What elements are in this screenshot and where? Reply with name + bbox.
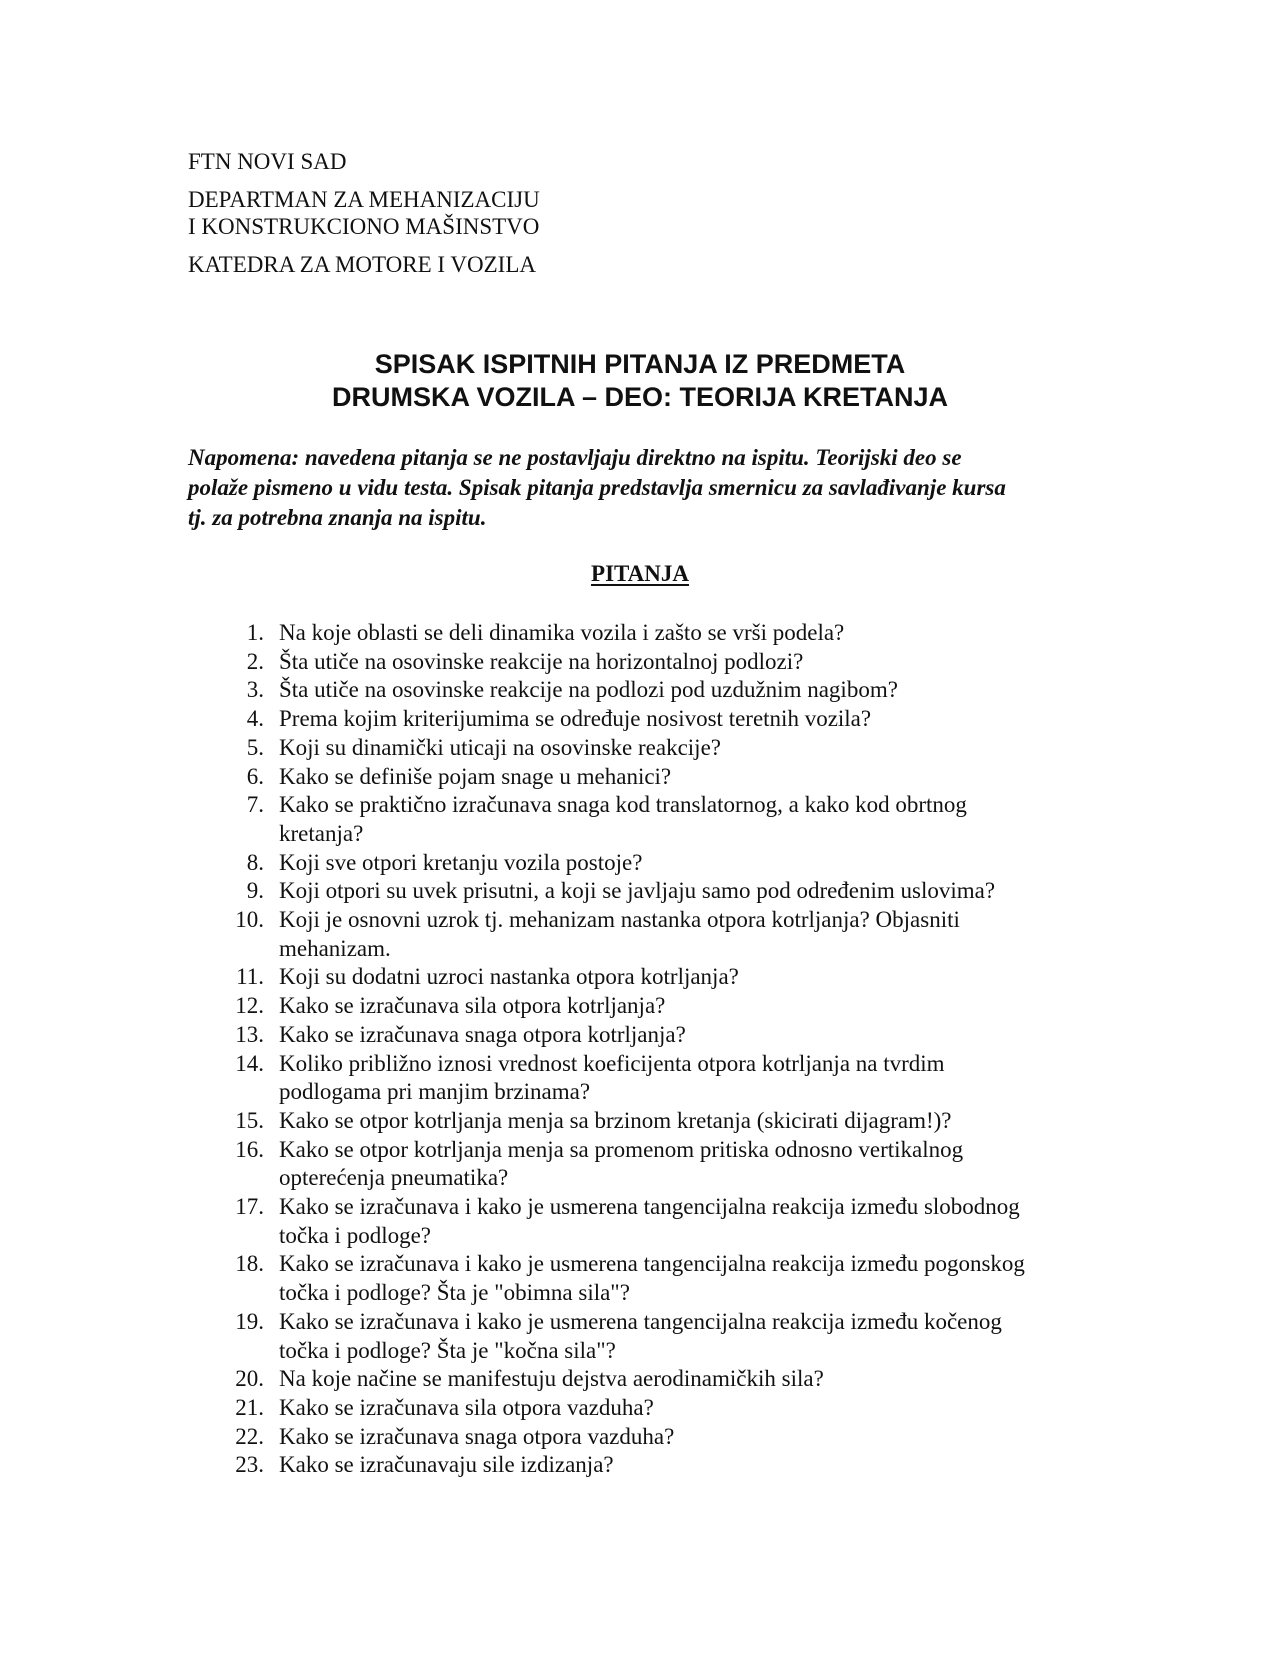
question-text-line: točka i podloge? <box>279 1222 432 1248</box>
question-number: 21. <box>235 1394 264 1420</box>
question-number: 13. <box>235 1021 264 1047</box>
department-name-line2: I KONSTRUKCIONO MAŠINSTVO <box>188 214 540 239</box>
question-number: 16. <box>235 1136 264 1162</box>
question-text <box>264 1423 1096 1452</box>
question-number-cell <box>216 1394 264 1423</box>
question-item <box>216 763 1096 792</box>
note-line1: Napomena: navedena pitanja se ne postavljaju direktno na ispitu. Teorijski deo se <box>188 445 962 470</box>
exam-note <box>188 443 1088 533</box>
note-line2: polaže pismeno u vidu testa. Spisak pitanja predstavlja smernicu za savlađivanje kursa <box>188 475 1006 500</box>
question-number-cell <box>216 648 264 677</box>
question-text-line: Kako se praktično izračunava snaga kod translatornog, a kako kod obrtnog <box>279 792 967 818</box>
question-text <box>264 676 1096 705</box>
question-item <box>216 734 1096 763</box>
question-number-cell <box>216 705 264 734</box>
question-text-line: točka i podloge? Šta je "obimna sila"? <box>279 1280 630 1306</box>
question-text-line: Prema kojim kriterijumima se određuje nosivost teretnih vozila? <box>279 706 872 732</box>
question-number-cell <box>216 877 264 906</box>
question-text-line: Šta utiče na osovinske reakcije na podlozi pod uzdužnim nagibom? <box>279 677 898 703</box>
question-text-line: Kako se otpor kotrljanja menja sa promenom pritiska odnosno vertikalnog <box>279 1136 964 1162</box>
question-text-line: Kako se izračunava i kako je usmerena tangencijalna reakcija između slobodnog <box>279 1194 1020 1220</box>
question-text-line: Kako se izračunava i kako je usmerena tangencijalna reakcija između kočenog <box>279 1308 1002 1334</box>
question-text-line: Kako se izračunava sila otpora kotrljanja? <box>279 993 666 1019</box>
question-number: 12. <box>235 993 264 1019</box>
question-item <box>216 1451 1096 1480</box>
question-text <box>264 705 1096 734</box>
question-item <box>216 1394 1096 1423</box>
question-number-cell <box>216 734 264 763</box>
question-number: 6. <box>246 763 264 789</box>
question-text-line: podlogama pri manjim brzinama? <box>279 1079 591 1105</box>
question-number-cell <box>216 1107 264 1136</box>
question-text <box>264 791 1096 848</box>
question-item <box>216 906 1096 963</box>
question-number: 3. <box>246 677 264 703</box>
question-number-cell <box>216 992 264 1021</box>
chair-name: KATEDRA ZA MOTORE I VOZILA <box>188 252 536 277</box>
question-item <box>216 1021 1096 1050</box>
question-text <box>264 648 1096 677</box>
question-text-line: Koji su dinamički uticaji na osovinske reakcije? <box>279 734 721 760</box>
title-line1: SPISAK ISPITNIH PITANJA IZ PREDMETA <box>374 349 906 379</box>
question-text-line: Šta utiče na osovinske reakcije na horizontalnoj podlozi? <box>279 648 804 674</box>
question-item <box>216 963 1096 992</box>
question-item <box>216 1136 1096 1193</box>
title-line2: DRUMSKA VOZILA – DEO: TEORIJA KRETANJA <box>331 382 949 412</box>
question-text <box>264 963 1096 992</box>
question-number: 14. <box>235 1050 264 1076</box>
question-text <box>264 1365 1096 1394</box>
question-text-line: Na koje oblasti se deli dinamika vozila i zašto se vrši podela? <box>279 620 845 645</box>
question-text-line: Na koje načine se manifestuju dejstva aerodinamičkih sila? <box>279 1366 824 1392</box>
question-number-cell <box>216 1021 264 1050</box>
question-number: 11. <box>236 964 264 990</box>
question-item <box>216 676 1096 705</box>
question-item <box>216 1107 1096 1136</box>
question-number: 5. <box>246 734 264 760</box>
department-name-line1: DEPARTMAN ZA MEHANIZACIJU <box>188 187 540 212</box>
question-text <box>264 1107 1096 1136</box>
question-item <box>216 1308 1096 1365</box>
question-number: 23. <box>235 1452 264 1478</box>
question-number: 8. <box>246 849 264 875</box>
question-text-line: Kako se otpor kotrljanja menja sa brzinom kretanja (skicirati dijagram!)? <box>279 1107 952 1133</box>
question-number: 7. <box>246 792 264 818</box>
question-item <box>216 1423 1096 1452</box>
institution-header <box>188 148 888 289</box>
question-text-line: Kako se izračunava snaga otpora kotrljanja? <box>279 1021 686 1047</box>
question-text <box>264 1250 1096 1307</box>
question-text <box>264 1193 1096 1250</box>
question-item <box>216 648 1096 677</box>
question-text-line: Koji otpori su uvek prisutni, a koji se javljaju samo pod određenim uslovima? <box>279 878 996 904</box>
question-item <box>216 849 1096 878</box>
question-item <box>216 1365 1096 1394</box>
question-number: 9. <box>246 878 264 904</box>
question-text-line: točka i podloge? Šta je "kočna sila"? <box>279 1337 616 1363</box>
question-text <box>264 763 1096 792</box>
question-number-cell <box>216 963 264 992</box>
question-number: 22. <box>235 1423 264 1449</box>
question-text-line: Koji su dodatni uzroci nastanka otpora kotrljanja? <box>279 964 739 990</box>
question-item <box>216 705 1096 734</box>
question-text-line: mehanizam. <box>279 935 391 961</box>
question-text-line: Koliko približno iznosi vrednost koeficijenta otpora kotrljanja na tvrdim <box>279 1050 945 1076</box>
question-number-cell <box>216 1308 264 1337</box>
question-item <box>216 1250 1096 1307</box>
question-number: 2. <box>246 648 264 674</box>
question-text-line: Kako se definiše pojam snage u mehanici? <box>279 763 672 789</box>
question-number-cell <box>216 849 264 878</box>
question-item <box>216 877 1096 906</box>
question-number-cell <box>216 619 264 648</box>
question-item <box>216 1193 1096 1250</box>
question-number-cell <box>216 1451 264 1480</box>
section-heading <box>0 560 1280 588</box>
question-number-cell <box>216 1423 264 1452</box>
document-title <box>0 348 1280 414</box>
question-number-cell <box>216 1050 264 1079</box>
question-item <box>216 1050 1096 1107</box>
question-text-line: opterećenja pneumatika? <box>279 1165 509 1191</box>
question-text <box>264 1021 1096 1050</box>
question-text <box>264 1050 1096 1107</box>
question-text <box>264 906 1096 963</box>
question-text <box>264 1451 1096 1480</box>
question-text <box>264 1394 1096 1423</box>
question-text-line: Kako se izračunava snaga otpora vazduha? <box>279 1423 675 1449</box>
question-text-line: Kako se izračunava sila otpora vazduha? <box>279 1394 654 1420</box>
question-number: 19. <box>235 1308 264 1334</box>
question-text-line: kretanja? <box>279 820 364 846</box>
question-item <box>216 619 1096 648</box>
question-number-cell <box>216 1365 264 1394</box>
question-text <box>264 992 1096 1021</box>
question-text <box>264 1136 1096 1193</box>
question-number: 10. <box>235 907 264 933</box>
question-number-cell <box>216 1250 264 1279</box>
question-number-cell <box>216 676 264 705</box>
question-number: 17. <box>235 1194 264 1220</box>
note-line3: tj. za potrebna znanja na ispitu. <box>188 505 487 530</box>
question-number: 1. <box>246 620 264 645</box>
question-text-line: Kako se izračunavaju sile izdizanja? <box>279 1452 614 1478</box>
question-text <box>264 734 1096 763</box>
institution-name: FTN NOVI SAD <box>188 149 347 174</box>
question-number-cell <box>216 1136 264 1165</box>
question-text <box>264 1308 1096 1365</box>
question-number-cell <box>216 791 264 820</box>
questions-list <box>216 619 1096 1480</box>
question-number-cell <box>216 1193 264 1222</box>
question-number: 20. <box>235 1366 264 1392</box>
question-text-line: Kako se izračunava i kako je usmerena tangencijalna reakcija između pogonskog <box>279 1251 1025 1277</box>
question-item <box>216 791 1096 848</box>
question-number: 4. <box>246 706 264 732</box>
question-number: 15. <box>235 1107 264 1133</box>
question-text <box>264 877 1096 906</box>
question-text <box>264 619 1096 648</box>
section-heading-text: PITANJA <box>591 561 689 586</box>
question-number-cell <box>216 763 264 792</box>
question-number: 18. <box>235 1251 264 1277</box>
question-text-line: Koji sve otpori kretanju vozila postoje? <box>279 849 643 875</box>
question-text <box>264 849 1096 878</box>
question-item <box>216 992 1096 1021</box>
question-number-cell <box>216 906 264 935</box>
question-text-line: Koji je osnovni uzrok tj. mehanizam nastanka otpora kotrljanja? Objasniti <box>279 907 960 933</box>
